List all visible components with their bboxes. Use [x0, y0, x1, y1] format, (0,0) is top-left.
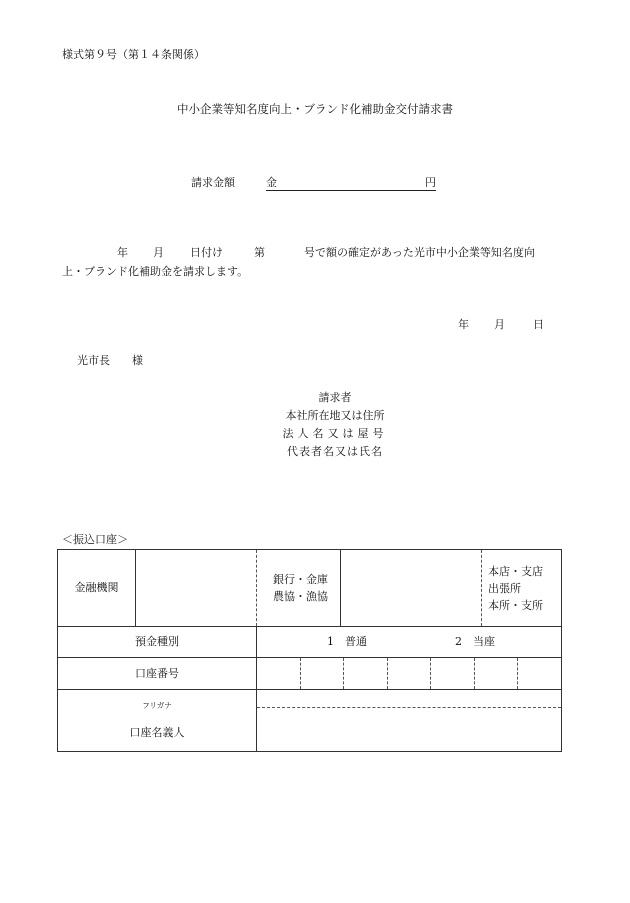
amount-unit: 円	[425, 176, 436, 189]
bank-type-options[interactable]	[257, 550, 341, 627]
claimant-heading: 請求者	[318, 391, 352, 404]
body-line2-text: 上・ブランド化補助金を請求します。	[62, 265, 249, 278]
bank-type-option: 銀行・金庫	[273, 573, 328, 586]
amount-prefix: 金	[266, 176, 277, 189]
form-number: 様式第９号（第１４条関係）	[62, 48, 205, 61]
account-holder-row	[58, 690, 562, 752]
deposit-option-ordinary[interactable]: 1 普通	[327, 635, 367, 649]
claimant-representative-label: 代表者名又は氏名	[287, 445, 383, 458]
body-number-prefix: 第	[254, 246, 265, 259]
institution-row	[58, 550, 562, 627]
digit-box[interactable]	[517, 658, 561, 689]
body-date-suffix: 日付け	[190, 246, 223, 259]
date-month: 月	[494, 318, 505, 331]
body-year: 年	[117, 246, 128, 259]
account-number-row	[58, 658, 562, 690]
bank-type-option: 農協・漁協	[273, 590, 328, 603]
deposit-type-label: 預金種別	[58, 627, 257, 658]
account-table	[57, 549, 562, 752]
account-holder-labels	[58, 690, 257, 752]
date-year: 年	[458, 318, 469, 331]
account-holder-field[interactable]	[257, 690, 562, 752]
furigana-label: フリガナ	[142, 701, 172, 711]
digit-box[interactable]	[387, 658, 431, 689]
deposit-type-row	[58, 627, 562, 658]
body-month: 月	[153, 246, 164, 259]
institution-name-field[interactable]	[136, 550, 257, 627]
addressee: 光市長 様	[77, 354, 143, 367]
account-number-boxes[interactable]	[257, 658, 562, 690]
institution-label: 金融機関	[58, 550, 136, 627]
branch-type-option: 本所・支所	[488, 598, 543, 612]
branch-type-option: 本店・支店	[488, 564, 543, 578]
page-title: 中小企業等知名度向上・ブランド化補助金交付請求書	[177, 102, 453, 116]
digit-box[interactable]	[430, 658, 474, 689]
digit-box[interactable]	[257, 658, 300, 689]
account-holder-label: 口座名義人	[129, 726, 185, 740]
account-number-label: 口座番号	[58, 658, 257, 690]
deposit-type-options[interactable]	[257, 627, 562, 658]
digit-box[interactable]	[343, 658, 387, 689]
account-heading: ＜振込口座＞	[62, 533, 128, 546]
digit-box[interactable]	[474, 658, 518, 689]
branch-type-options[interactable]	[482, 550, 562, 627]
claimant-name-label: 法人名又は屋号	[282, 427, 388, 440]
amount-label: 請求金額	[191, 176, 235, 189]
branch-name-field[interactable]	[341, 550, 482, 627]
date-day: 日	[533, 318, 544, 331]
furigana-field[interactable]	[257, 690, 561, 708]
branch-type-option: 出張所	[488, 581, 521, 595]
claimant-address-label: 本社所在地又は住所	[285, 409, 385, 422]
amount-input-line[interactable]	[266, 190, 436, 191]
claimant-block	[0, 389, 630, 461]
deposit-option-current[interactable]: 2 当座	[455, 635, 495, 649]
body-line1-text: 号で額の確定があった光市中小企業等知名度向	[304, 246, 535, 259]
digit-box[interactable]	[300, 658, 344, 689]
